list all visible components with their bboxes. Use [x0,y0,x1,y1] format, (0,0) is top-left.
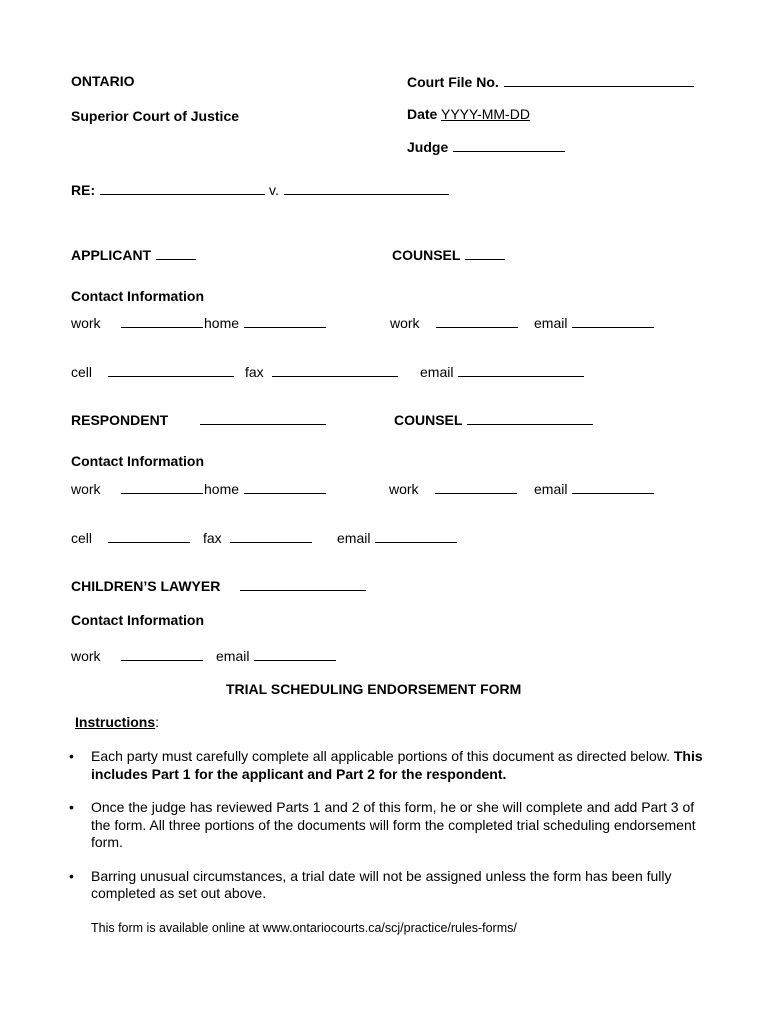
respondent-cell-field [71,529,190,546]
applicant-email-input[interactable] [458,363,584,377]
jurisdiction-heading: ONTARIO [71,73,135,89]
childrens-lawyer-work-label: work [71,648,101,664]
applicant-work-label: work [71,315,101,331]
applicant-counsel-email-field [534,314,654,331]
applicant-counsel-email-label: email [534,315,568,331]
respondent-home-input[interactable] [244,480,326,494]
applicant-cell-field [71,363,234,380]
respondent-contact-heading: Contact Information [71,453,204,469]
applicant-work-input[interactable] [121,314,203,328]
childrens-lawyer-field [71,577,366,594]
respondent-work-label: work [71,481,101,497]
date-label: Date [407,106,438,122]
instruction-text: Each party must carefully complete all applicable portions of this document as directed below. [91,748,670,764]
form-title: TRIAL SCHEDULING ENDORSEMENT FORM [226,681,522,697]
instructions-list [69,748,709,919]
instructions-colon: : [155,714,160,730]
respondent-home-field [204,480,326,497]
applicant-cell-label: cell [71,364,93,380]
instruction-bold-text: This includes Part 1 for the applicant and Part 2 for the respondent. [91,748,703,782]
judge-input[interactable] [453,138,565,152]
respondent-label: RESPONDENT [71,412,169,428]
court-name: Superior Court of Justice [71,108,240,124]
respondent-counsel-input[interactable] [467,411,593,425]
respondent-counsel-email-field [534,480,654,497]
applicant-cell-input[interactable] [108,363,234,377]
respondent-email-label: email [337,530,371,546]
online-availability-note: This form is available online at www.ontariocourts.ca/scj/practice/rules-forms/ [91,921,517,935]
respondent-fax-label: fax [203,530,222,546]
list-item [69,799,709,852]
applicant-email-label: email [420,364,454,380]
childrens-lawyer-work-input[interactable] [121,647,203,661]
applicant-label: APPLICANT [71,247,152,263]
instructions-heading [75,714,159,730]
applicant-home-input[interactable] [244,314,326,328]
respondent-home-label: home [204,481,240,497]
childrens-lawyer-email-input[interactable] [254,647,336,661]
re-label: RE: [71,182,96,198]
applicant-fax-label: fax [245,364,264,380]
instruction-text: Barring unusual circumstances, a trial date will not be assigned unless the form has been fully completed as set out above. [91,867,672,901]
childrens-lawyer-contact-heading: Contact Information [71,612,204,628]
applicant-counsel-work-label: work [390,315,420,331]
applicant-email-field [420,363,584,380]
court-file-input[interactable] [504,73,694,87]
court-file-label: Court File No. [407,74,499,90]
versus-label: v. [269,182,279,198]
respondent-counsel-work-label: work [389,481,419,497]
respondent-work-field [71,480,203,497]
re-line [71,181,449,198]
respondent-email-input[interactable] [375,529,457,543]
date-input[interactable]: YYYY-MM-DD [441,106,530,122]
respondent-email-field [337,529,457,546]
applicant-counsel-label: COUNSEL [392,247,461,263]
respondent-fax-field [203,529,312,546]
applicant-counsel-email-input[interactable] [572,314,654,328]
childrens-lawyer-input[interactable] [240,577,366,591]
bullet-icon: • [69,867,74,884]
applicant-home-label: home [204,315,240,331]
applicant-field [71,246,196,263]
respondent-fax-input[interactable] [230,529,312,543]
list-item [69,868,709,903]
respondent-cell-input[interactable] [108,529,190,543]
respondent-counsel-work-input[interactable] [435,480,517,494]
judge-label: Judge [407,139,449,155]
respondent-input[interactable] [200,411,326,425]
re-applicant-input[interactable] [100,181,265,195]
respondent-counsel-email-input[interactable] [572,480,654,494]
applicant-counsel-field [392,246,505,263]
applicant-fax-field [245,363,398,380]
childrens-lawyer-email-label: email [216,648,250,664]
applicant-counsel-work-input[interactable] [436,314,518,328]
applicant-counsel-work-field [390,314,518,331]
list-item [69,748,709,783]
childrens-lawyer-label: CHILDREN’S LAWYER [71,578,221,594]
bullet-icon: • [69,799,74,815]
applicant-work-field [71,314,203,331]
respondent-cell-label: cell [71,530,93,546]
date-field [407,106,530,122]
respondent-counsel-work-field [389,480,517,497]
childrens-lawyer-work-field [71,647,203,664]
instructions-label: Instructions [75,714,156,730]
respondent-work-input[interactable] [121,480,203,494]
applicant-fax-input[interactable] [272,363,398,377]
bullet-icon: • [69,748,74,764]
applicant-counsel-input[interactable] [465,246,505,260]
respondent-counsel-email-label: email [534,481,568,497]
respondent-counsel-label: COUNSEL [394,412,463,428]
respondent-field [71,411,326,428]
respondent-counsel-field [394,411,593,428]
court-file-field [407,73,694,90]
applicant-contact-heading: Contact Information [71,288,204,304]
applicant-input[interactable] [156,246,196,260]
applicant-home-field [204,314,326,331]
re-respondent-input[interactable] [284,181,449,195]
childrens-lawyer-email-field [216,647,336,664]
judge-field [407,138,565,155]
instruction-text: Once the judge has reviewed Parts 1 and 2 of this form, he or she will complete and add Part 3 of the form. All three portions of the documents will form the completed trial scheduling endorsement form. [91,799,696,850]
